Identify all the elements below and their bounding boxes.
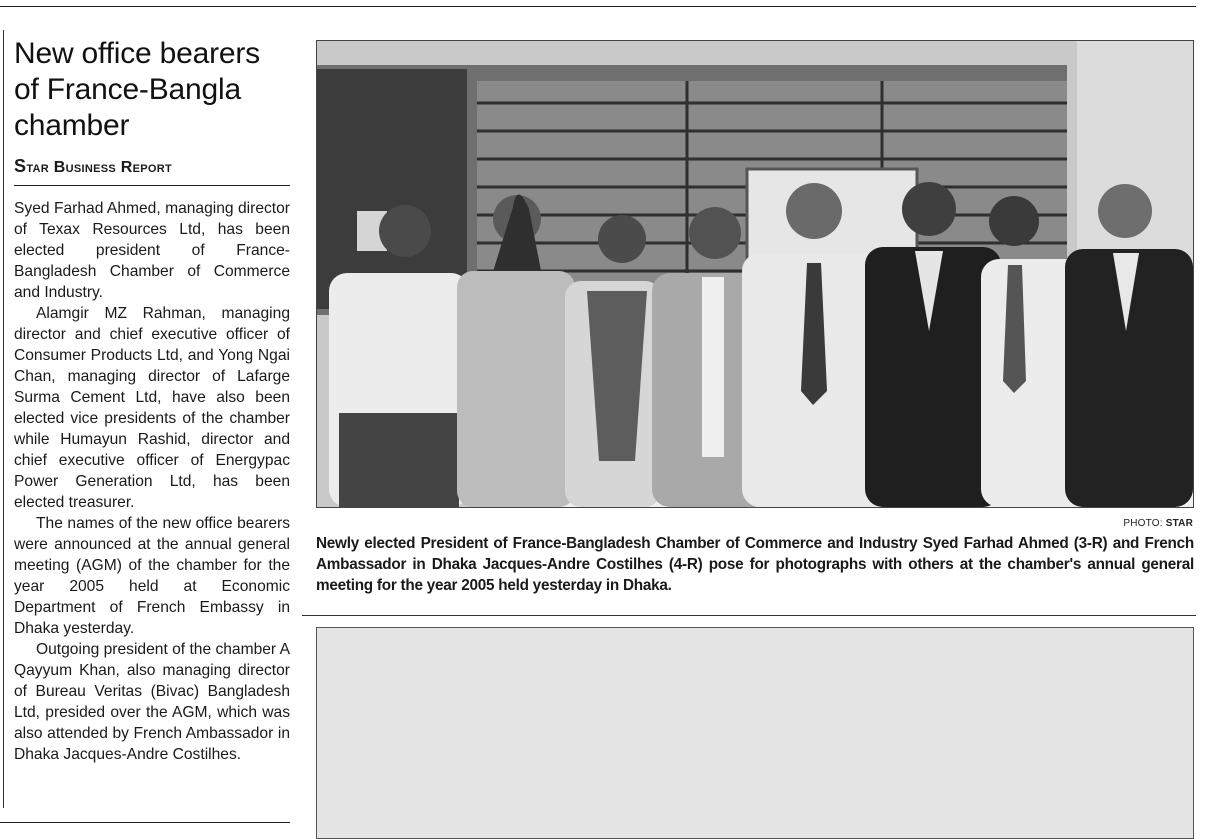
top-rule — [0, 6, 1196, 7]
paragraph-4: Outgoing president of the chamber A Qayyum Khan, also managing director of Bureau Veritas (Bivac) Bangladesh Ltd, presided over the AGM, which was also attended by French Ambassador in Dhaka Jacques-Andre Costilhes. — [14, 641, 290, 763]
photo-credit-label: PHOTO: — [1123, 518, 1163, 529]
paragraph-2: Alamgir MZ Rahman, managing director and chief executive officer of Consumer Products Ltd, and Yong Ngai Chan, managing director of Lafarge Surma Cement Ltd, have also been elected vice presidents of the chamber while Humayun Rashid, director and chief executive officer of Energypac Power Generation Ltd, has been elected treasurer. — [14, 305, 290, 511]
paragraph-3: The names of the new office bearers were announced at the annual general meeting (AGM) of the chamber for the year 2005 held at Economic Department of French Embassy in Dhaka yesterday. — [14, 515, 290, 637]
bottom-rule — [0, 822, 290, 823]
caption-rule — [302, 615, 1196, 616]
byline: Star Business Report — [14, 156, 290, 186]
photo-credit — [1123, 518, 1193, 529]
column-divider — [3, 30, 4, 808]
photo-credit-source: STAR — [1165, 518, 1193, 529]
news-photo — [316, 40, 1194, 508]
photo-caption: Newly elected President of France-Bangladesh Chamber of Commerce and Industry Syed Farhad Ahmed (3-R) and French Ambassador in Dhaka Jacques-Andre Costilhes (4-R) pose for photographs with others at the chamber's annual general meeting for the year 2005 held yesterday in Dhaka. — [316, 535, 1194, 594]
article — [14, 36, 290, 765]
paragraph-1: Syed Farhad Ahmed, managing director of Texax Resources Ltd, has been elected president of France-Bangladesh Chamber of Commerce and Industry. — [14, 200, 290, 301]
ad-box — [316, 627, 1194, 839]
headline: New office bearers of France-Bangla chamber — [14, 37, 260, 142]
article-body — [14, 198, 290, 765]
